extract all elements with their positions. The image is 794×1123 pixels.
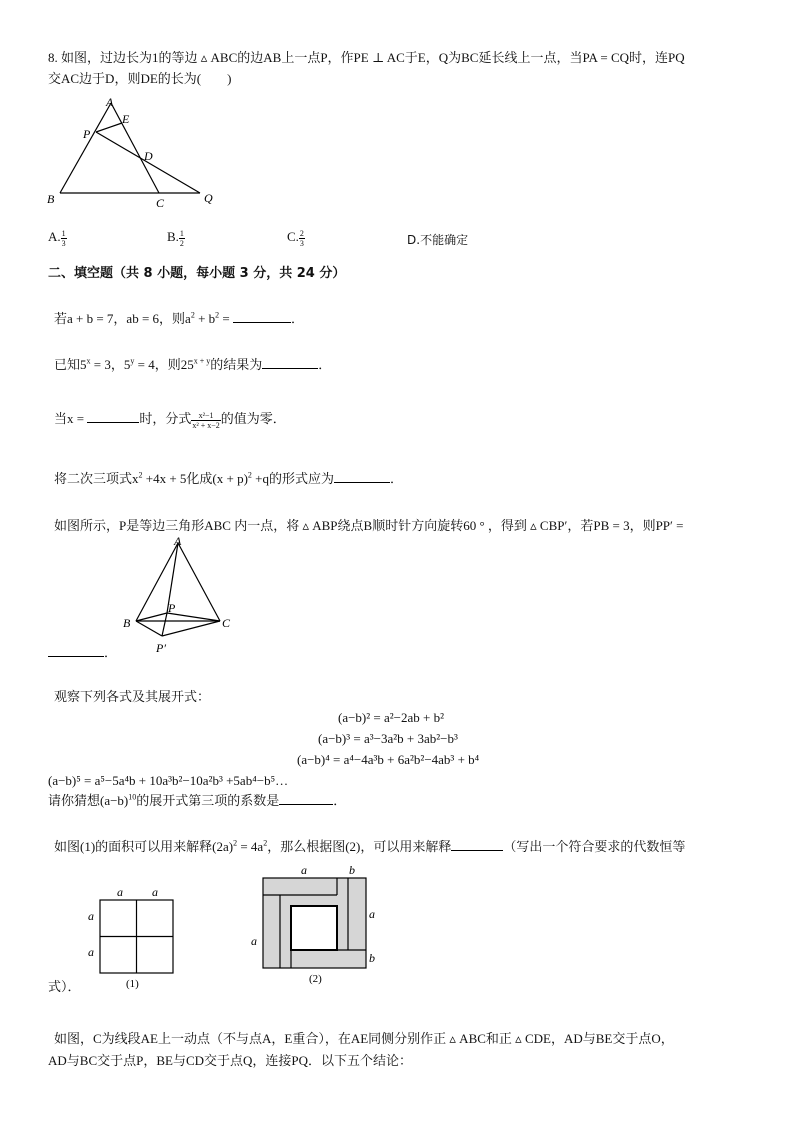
fill-question-4: 将二次三项式$x^2 +4x + 5$化成$(x + p)^2 +q$的形式应为 ． xyxy=(54,470,404,486)
label-P-prime: P′ xyxy=(156,641,166,655)
question-8-line2: 交AC边于D，则DE的长为( ) xyxy=(48,71,232,86)
fill-question-5-answer: ． xyxy=(48,644,117,662)
triangle-figure-q8 xyxy=(40,92,230,212)
expansion-line-2: (a−b)³ = a³−3a²b + 3ab²−b³ xyxy=(318,731,458,746)
fill-question-3: 当x = 时，分式 $\frac{\text{x²−1}}{\text{x² + x−2}}$ 的值为零． xyxy=(54,410,286,430)
expansion-line-1: (a−b)² = a²−2ab + b² xyxy=(338,710,444,725)
label-b: b xyxy=(369,951,375,965)
fill-question-6-intro: 观察下列各式及其展开式： xyxy=(54,689,211,704)
square-figure-2 xyxy=(245,860,390,990)
expansion-line-4: (a−b)⁵ = a⁵−5a⁴b + 10a³b²−10a²b³ +5ab⁴−b⁵… xyxy=(48,773,289,788)
label-a: a xyxy=(88,945,94,959)
fill-question-2: 已知$5^x = 3$，$5^y = 4$，则$25^{x + y}$的结果为 ． xyxy=(54,356,332,372)
label-D: D xyxy=(144,149,153,163)
answer-blank[interactable] xyxy=(233,310,291,323)
answer-blank[interactable] xyxy=(262,356,318,369)
answer-blank[interactable] xyxy=(87,410,139,423)
label-A: A xyxy=(106,95,114,109)
label-b: b xyxy=(349,863,355,877)
expansion-line-3: (a−b)⁴ = a⁴−4a³b + 6a²b²−4ab³ + b⁴ xyxy=(297,752,480,767)
question-8-line1: 8. 如图，过边长为1的等边 ▵ ABC的边AB上一点P，作PE ⊥ AC于E，Q为BC延长线上一点，当PA = CQ时，连PQ xyxy=(48,50,685,65)
option-c[interactable]: C. $\frac{2}{3}$ xyxy=(287,228,304,248)
answer-blank[interactable] xyxy=(48,644,104,657)
label-B: B xyxy=(47,192,55,206)
label-P: P xyxy=(83,127,91,141)
option-b[interactable]: B. $\frac{1}{2}$ xyxy=(167,228,184,248)
label-A: A xyxy=(174,534,182,548)
fill-question-8-line2: AD与BC交于点P，BE与CD交于点Q，连接PQ．以下五个结论： xyxy=(48,1053,413,1068)
fill-question-8-line1: 如图，C为线段AE上一动点（不与点A，E重合），在AE同侧分别作正 ▵ ABC和正 ▵ CDE，AD与BE交于点O， xyxy=(54,1031,674,1046)
fill-question-5: 如图所示，P是等边三角形ABC 内一点，将 ▵ ABP绕点B顺时针方向旋转60 ° ，得到 ▵ CBP′，若PB = 3，则PP′ = xyxy=(54,518,684,533)
label-a: a xyxy=(301,863,307,877)
triangle-rotation-figure xyxy=(118,533,238,658)
answer-blank[interactable] xyxy=(334,470,390,483)
label-a: a xyxy=(117,885,123,899)
square-figure-1 xyxy=(80,880,190,992)
answer-blank[interactable] xyxy=(279,792,333,805)
label-Q: Q xyxy=(204,191,213,205)
figure-caption-1: (1) xyxy=(126,978,139,990)
label-B: B xyxy=(123,616,131,630)
figure-caption-2: (2) xyxy=(309,973,322,985)
label-C: C xyxy=(222,616,231,630)
label-a: a xyxy=(251,934,257,948)
option-a[interactable]: A. $\frac{1}{3}$ xyxy=(48,228,66,248)
label-a: a xyxy=(369,907,375,921)
label-P: P xyxy=(168,601,176,615)
label-E: E xyxy=(122,112,130,126)
label-C: C xyxy=(156,196,165,210)
section-title: 二、填空题（共 8 小题，每小题 3 分，共 24 分） xyxy=(48,266,346,281)
fill-question-7-end: 式）． xyxy=(48,979,81,994)
fill-question-7: 如图(1)的面积可以用来解释$(2a)^2 = 4a^2$，那么根据图(2)，可以用来解释 （写出一个符合要求的代数恒等 xyxy=(54,838,686,854)
fill-question-1: 若a + b = 7，ab = 6，则$a^2 + b^2$ = ． xyxy=(54,310,305,326)
label-a: a xyxy=(152,885,158,899)
fill-question-6-ask: 请你猜想$(a-b)^{10}$的展开式第三项的系数是 ． xyxy=(48,792,347,808)
label-a: a xyxy=(88,909,94,923)
option-d[interactable]: D.不能确定 xyxy=(407,233,469,247)
answer-blank[interactable] xyxy=(451,838,503,851)
